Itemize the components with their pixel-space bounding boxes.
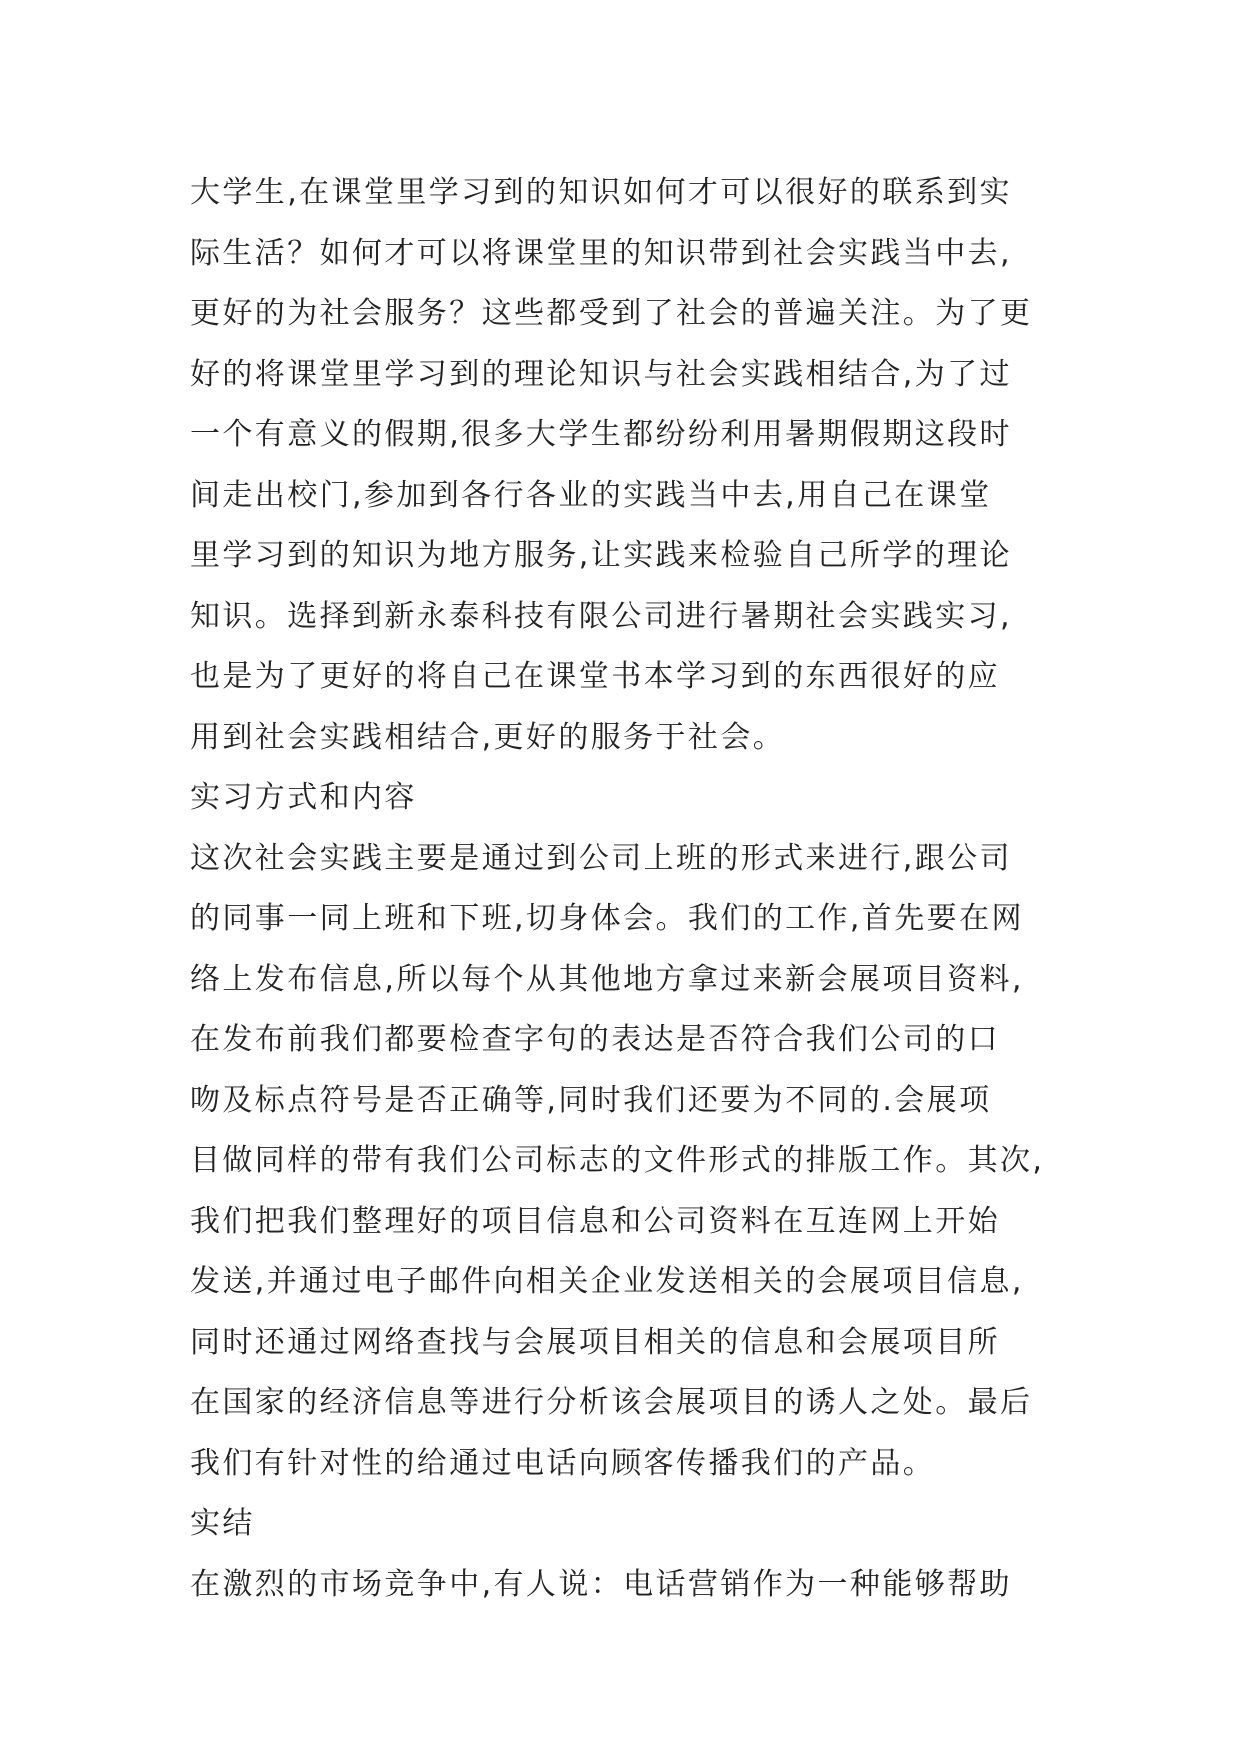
- text-line: 吻及标点符号是否正确等,同时我们还要为不同的.会展项: [190, 1082, 992, 1118]
- text-line: 同时还通过网络查找与会展项目相关的信息和会展项目所: [190, 1324, 1000, 1360]
- text-line: 里学习到的知识为地方服务,让实践来检验自己所学的理论: [190, 538, 1012, 573]
- paragraph-intro: [190, 163, 1050, 768]
- text-line: 一个有意义的假期,很多大学生都纷纷利用暑期假期这段时: [190, 417, 1012, 452]
- text-line: 大学生,在课堂里学习到的知识如何才可以很好的联系到实: [190, 175, 1012, 210]
- document-page: [190, 163, 1050, 1615]
- paragraph-method: [190, 829, 1050, 1495]
- text-line: 我们把我们整理好的项目信息和公司资料在互连网上开始: [190, 1203, 1000, 1239]
- text-line: 在国家的经济信息等进行分析该会展项目的诱人之处。最后: [190, 1385, 1033, 1420]
- text-line: 也是为了更好的将自己在课堂书本学习到的东西很好的应: [190, 659, 1000, 694]
- text-line: 用到社会实践相结合,更好的服务于社会。: [190, 719, 786, 755]
- text-line: 我们有针对性的给通过电话向顾客传播我们的产品。: [190, 1445, 936, 1481]
- section-heading-method: 实习方式和内容: [190, 780, 417, 815]
- text-line: 间走出校门,参加到各行各业的实践当中去,用自己在课堂: [190, 477, 992, 513]
- text-line: 际生活？如何才可以将课堂里的知识带到社会实践当中去,: [190, 235, 1012, 271]
- text-line: 在激烈的市场竞争中,有人说：电话营销作为一种能够帮助: [190, 1566, 1012, 1602]
- text-line: 目做同样的带有我们公司标志的文件形式的排版工作。其次,: [190, 1143, 1045, 1178]
- text-line: 好的将课堂里学习到的理论知识与社会实践相结合,为了过: [190, 356, 1012, 392]
- text-line: 这次社会实践主要是通过到公司上班的形式来进行,跟公司: [190, 840, 1012, 876]
- text-line: 的同事一同上班和下班,切身体会。我们的工作,首先要在网: [190, 901, 1024, 936]
- text-line: 在发布前我们都要检查字句的表达是否符合我们公司的口: [190, 1022, 1000, 1057]
- text-line: 络上发布信息,所以每个从其他地方拿过来新会展项目资料,: [190, 961, 1024, 997]
- section-heading-summary: 实结: [190, 1506, 255, 1541]
- text-line: 发送,并通过电子邮件向相关企业发送相关的会展项目信息,: [190, 1264, 1024, 1299]
- text-line: 知识。选择到新永泰科技有限公司进行暑期社会实践实习,: [190, 598, 1012, 634]
- paragraph-summary: [190, 1555, 1050, 1616]
- text-line: 更好的为社会服务？这些都受到了社会的普遍关注。为了更: [190, 296, 1033, 331]
